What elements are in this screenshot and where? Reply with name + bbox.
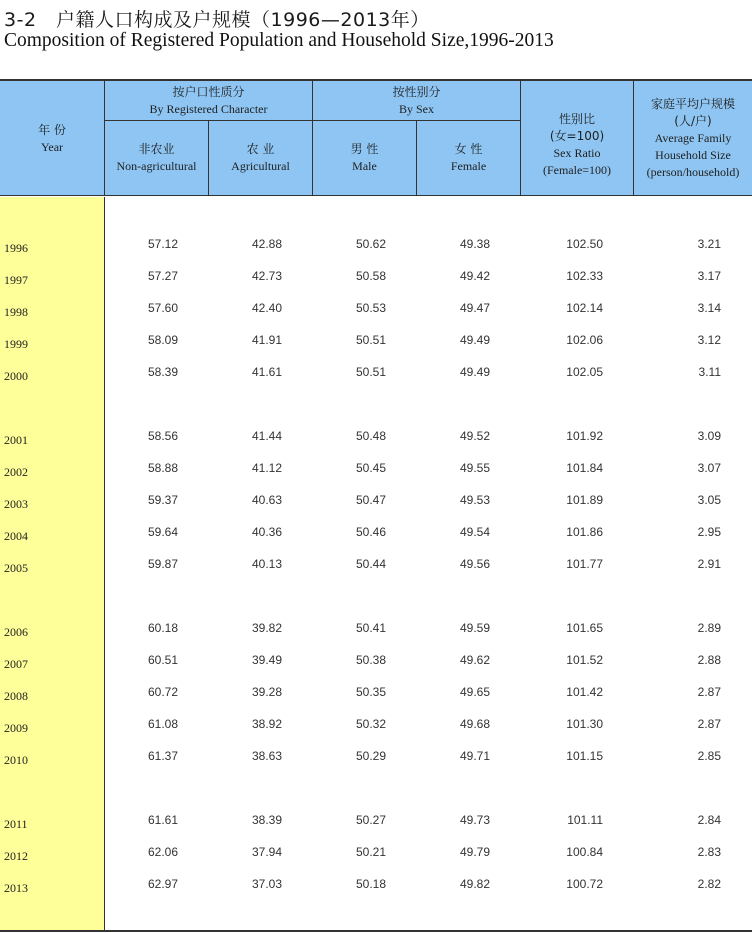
year-cell: 2013	[4, 881, 28, 895]
year-cell: 2000	[4, 369, 28, 383]
household-cell: 3.11	[698, 365, 721, 379]
non-agri-cell: 57.12	[147, 237, 178, 251]
ratio-cell: 101.52	[566, 653, 603, 667]
female-cell: 49.79	[459, 845, 490, 859]
year-cell: 2011	[4, 817, 28, 831]
header-sex-ratio-cn2: (女=100)	[549, 129, 605, 143]
female-cell: 49.53	[459, 493, 490, 507]
bottom-rule	[0, 930, 752, 932]
non-agri-cell: 60.51	[147, 653, 178, 667]
male-cell: 50.27	[355, 813, 386, 827]
table-row	[0, 717, 752, 737]
household-cell: 3.09	[697, 429, 721, 443]
non-agri-cell: 58.39	[147, 365, 178, 379]
table-row	[0, 685, 752, 705]
household-cell: 2.84	[697, 813, 721, 827]
table-row	[0, 365, 752, 385]
female-cell: 49.68	[459, 717, 490, 731]
ratio-cell: 101.92	[566, 429, 603, 443]
non-agri-cell: 62.97	[147, 877, 178, 891]
ratio-cell: 100.72	[566, 877, 603, 891]
header-by-character-cn: 按户口性质分	[172, 84, 245, 99]
ratio-cell: 101.84	[566, 461, 603, 475]
header-by-character-en: By Registered Character	[149, 101, 268, 116]
header-agricultural	[209, 121, 312, 195]
agri-cell: 39.49	[251, 653, 282, 667]
agri-cell: 42.88	[251, 237, 282, 251]
year-cell: 1996	[4, 241, 28, 255]
female-cell: 49.56	[459, 557, 490, 571]
non-agri-cell: 57.27	[147, 269, 178, 283]
year-cell: 2009	[4, 721, 28, 735]
non-agri-cell: 59.64	[147, 525, 178, 539]
male-cell: 50.48	[355, 429, 386, 443]
male-cell: 50.32	[355, 717, 386, 731]
household-cell: 2.83	[697, 845, 721, 859]
ratio-cell: 101.11	[567, 813, 603, 827]
non-agri-cell: 61.37	[147, 749, 178, 763]
female-cell: 49.62	[459, 653, 490, 667]
household-cell: 3.14	[697, 301, 721, 315]
female-cell: 49.55	[459, 461, 490, 475]
male-cell: 50.41	[355, 621, 386, 635]
male-cell: 50.18	[355, 877, 386, 891]
header-year	[0, 81, 104, 196]
ratio-cell: 100.84	[566, 845, 603, 859]
agri-cell: 37.03	[251, 877, 282, 891]
header-year-en: Year	[40, 139, 64, 154]
header-male-en: Male	[352, 159, 377, 173]
female-cell: 49.38	[459, 237, 490, 251]
non-agri-cell: 60.18	[147, 621, 178, 635]
agri-cell: 40.63	[251, 493, 282, 507]
table-row	[0, 429, 752, 449]
female-cell: 49.82	[459, 877, 490, 891]
household-cell: 2.95	[697, 525, 721, 539]
male-cell: 50.45	[355, 461, 386, 475]
ratio-cell: 101.86	[566, 525, 603, 539]
agri-cell: 38.63	[251, 749, 282, 763]
header-sex-ratio	[521, 95, 633, 195]
agri-cell: 41.91	[251, 333, 282, 347]
agri-cell: 42.73	[251, 269, 282, 283]
year-cell: 1999	[4, 337, 28, 351]
year-cell: 2002	[4, 465, 28, 479]
agri-cell: 40.36	[251, 525, 282, 539]
table-row	[0, 237, 752, 257]
male-cell: 50.51	[355, 333, 386, 347]
table-row	[0, 333, 752, 353]
agri-cell: 39.28	[251, 685, 282, 699]
year-cell: 2003	[4, 497, 28, 511]
female-cell: 49.71	[459, 749, 490, 763]
header-sex-ratio-en: Sex Ratio	[553, 146, 601, 160]
year-cell: 2010	[4, 753, 28, 767]
table-row	[0, 301, 752, 321]
female-cell: 49.42	[459, 269, 490, 283]
ratio-cell: 101.65	[566, 621, 603, 635]
table-header	[0, 81, 752, 196]
header-household-cn: 家庭平均户规模	[650, 96, 735, 111]
table-row	[0, 653, 752, 673]
non-agri-cell: 57.60	[147, 301, 178, 315]
household-cell: 3.07	[697, 461, 721, 475]
year-cell: 2008	[4, 689, 28, 703]
header-sex-ratio-en2: (Female=100)	[542, 163, 612, 177]
household-cell: 3.21	[697, 237, 721, 251]
non-agri-cell: 59.37	[147, 493, 178, 507]
ratio-cell: 101.77	[566, 557, 603, 571]
household-cell: 3.17	[697, 269, 721, 283]
header-by-sex-en: By Sex	[398, 101, 434, 116]
header-household-cn2: (人/户)	[674, 113, 712, 128]
male-cell: 50.47	[355, 493, 386, 507]
header-by-sex	[313, 81, 520, 120]
header-household-en3: (person/household)	[646, 164, 740, 179]
table-row	[0, 621, 752, 641]
table-row	[0, 813, 752, 833]
male-cell: 50.51	[355, 365, 386, 379]
agri-cell: 39.82	[251, 621, 282, 635]
non-agri-cell: 60.72	[147, 685, 178, 699]
year-cell: 2001	[4, 433, 28, 447]
household-cell: 2.87	[697, 717, 721, 731]
table-row	[0, 525, 752, 545]
agri-cell: 41.61	[251, 365, 282, 379]
non-agri-cell: 62.06	[147, 845, 178, 859]
household-cell: 3.05	[697, 493, 721, 507]
non-agri-cell: 61.61	[147, 813, 178, 827]
table-row	[0, 877, 752, 897]
header-household	[634, 87, 752, 189]
male-cell: 50.53	[355, 301, 386, 315]
female-cell: 49.73	[459, 813, 490, 827]
ratio-cell: 102.50	[566, 237, 603, 251]
ratio-cell: 102.14	[566, 301, 603, 315]
household-cell: 2.89	[697, 621, 721, 635]
header-female	[417, 121, 520, 195]
male-cell: 50.46	[355, 525, 386, 539]
year-cell: 2004	[4, 529, 28, 543]
household-cell: 2.82	[697, 877, 721, 891]
header-non-agricultural-cn: 非农业	[138, 142, 175, 156]
header-agricultural-en: Agricultural	[231, 159, 290, 173]
household-cell: 2.88	[697, 653, 721, 667]
header-female-en: Female	[450, 159, 487, 173]
female-cell: 49.54	[459, 525, 490, 539]
page-title-en: Composition of Registered Population and Household Size,1996-2013	[4, 30, 554, 51]
year-cell: 1997	[4, 273, 28, 287]
agri-cell: 41.44	[251, 429, 282, 443]
table-row	[0, 845, 752, 865]
table-row	[0, 269, 752, 289]
household-cell: 2.87	[697, 685, 721, 699]
year-cell: 2007	[4, 657, 28, 671]
male-cell: 50.58	[355, 269, 386, 283]
header-male	[313, 121, 416, 195]
agri-cell: 38.92	[251, 717, 282, 731]
male-cell: 50.44	[355, 557, 386, 571]
table-row	[0, 493, 752, 513]
header-by-character	[105, 81, 312, 120]
household-cell: 3.12	[697, 333, 721, 347]
header-sex-ratio-cn: 性别比	[558, 112, 595, 126]
non-agri-cell: 58.88	[147, 461, 178, 475]
year-cell: 1998	[4, 305, 28, 319]
header-year-cn: 年 份	[38, 122, 66, 137]
header-household-en2: Household Size	[655, 147, 731, 162]
female-cell: 49.49	[459, 365, 490, 379]
year-cell: 2006	[4, 625, 28, 639]
agri-cell: 37.94	[251, 845, 282, 859]
agri-cell: 38.39	[251, 813, 282, 827]
non-agri-cell: 58.56	[147, 429, 178, 443]
male-cell: 50.21	[355, 845, 386, 859]
ratio-cell: 102.33	[566, 269, 603, 283]
header-by-sex-cn: 按性别分	[392, 84, 441, 99]
ratio-cell: 101.30	[566, 717, 603, 731]
header-non-agricultural	[105, 121, 208, 195]
header-agricultural-cn: 农 业	[246, 142, 275, 156]
male-cell: 50.35	[355, 685, 386, 699]
table-row	[0, 749, 752, 769]
household-cell: 2.91	[697, 557, 721, 571]
year-cell: 2005	[4, 561, 28, 575]
ratio-cell: 101.42	[566, 685, 603, 699]
header-male-cn: 男 性	[350, 142, 379, 156]
page-title-cn: 3-2 户籍人口构成及户规模（1996—2013年）	[4, 9, 430, 31]
agri-cell: 42.40	[251, 301, 282, 315]
male-cell: 50.38	[355, 653, 386, 667]
male-cell: 50.29	[355, 749, 386, 763]
male-cell: 50.62	[355, 237, 386, 251]
ratio-cell: 101.15	[566, 749, 603, 763]
ratio-cell: 102.06	[566, 333, 603, 347]
table-row	[0, 557, 752, 577]
table-row	[0, 461, 752, 481]
header-household-en: Average Family	[654, 130, 732, 145]
female-cell: 49.49	[459, 333, 490, 347]
non-agri-cell: 58.09	[147, 333, 178, 347]
female-cell: 49.59	[459, 621, 490, 635]
ratio-cell: 102.05	[566, 365, 603, 379]
agri-cell: 40.13	[251, 557, 282, 571]
female-cell: 49.47	[459, 301, 490, 315]
agri-cell: 41.12	[251, 461, 282, 475]
non-agri-cell: 61.08	[147, 717, 178, 731]
header-non-agricultural-en: Non-agricultural	[116, 159, 197, 173]
female-cell: 49.65	[459, 685, 490, 699]
header-female-cn: 女 性	[454, 142, 483, 156]
year-cell: 2012	[4, 849, 28, 863]
ratio-cell: 101.89	[566, 493, 603, 507]
non-agri-cell: 59.87	[147, 557, 178, 571]
household-cell: 2.85	[697, 749, 721, 763]
female-cell: 49.52	[459, 429, 490, 443]
